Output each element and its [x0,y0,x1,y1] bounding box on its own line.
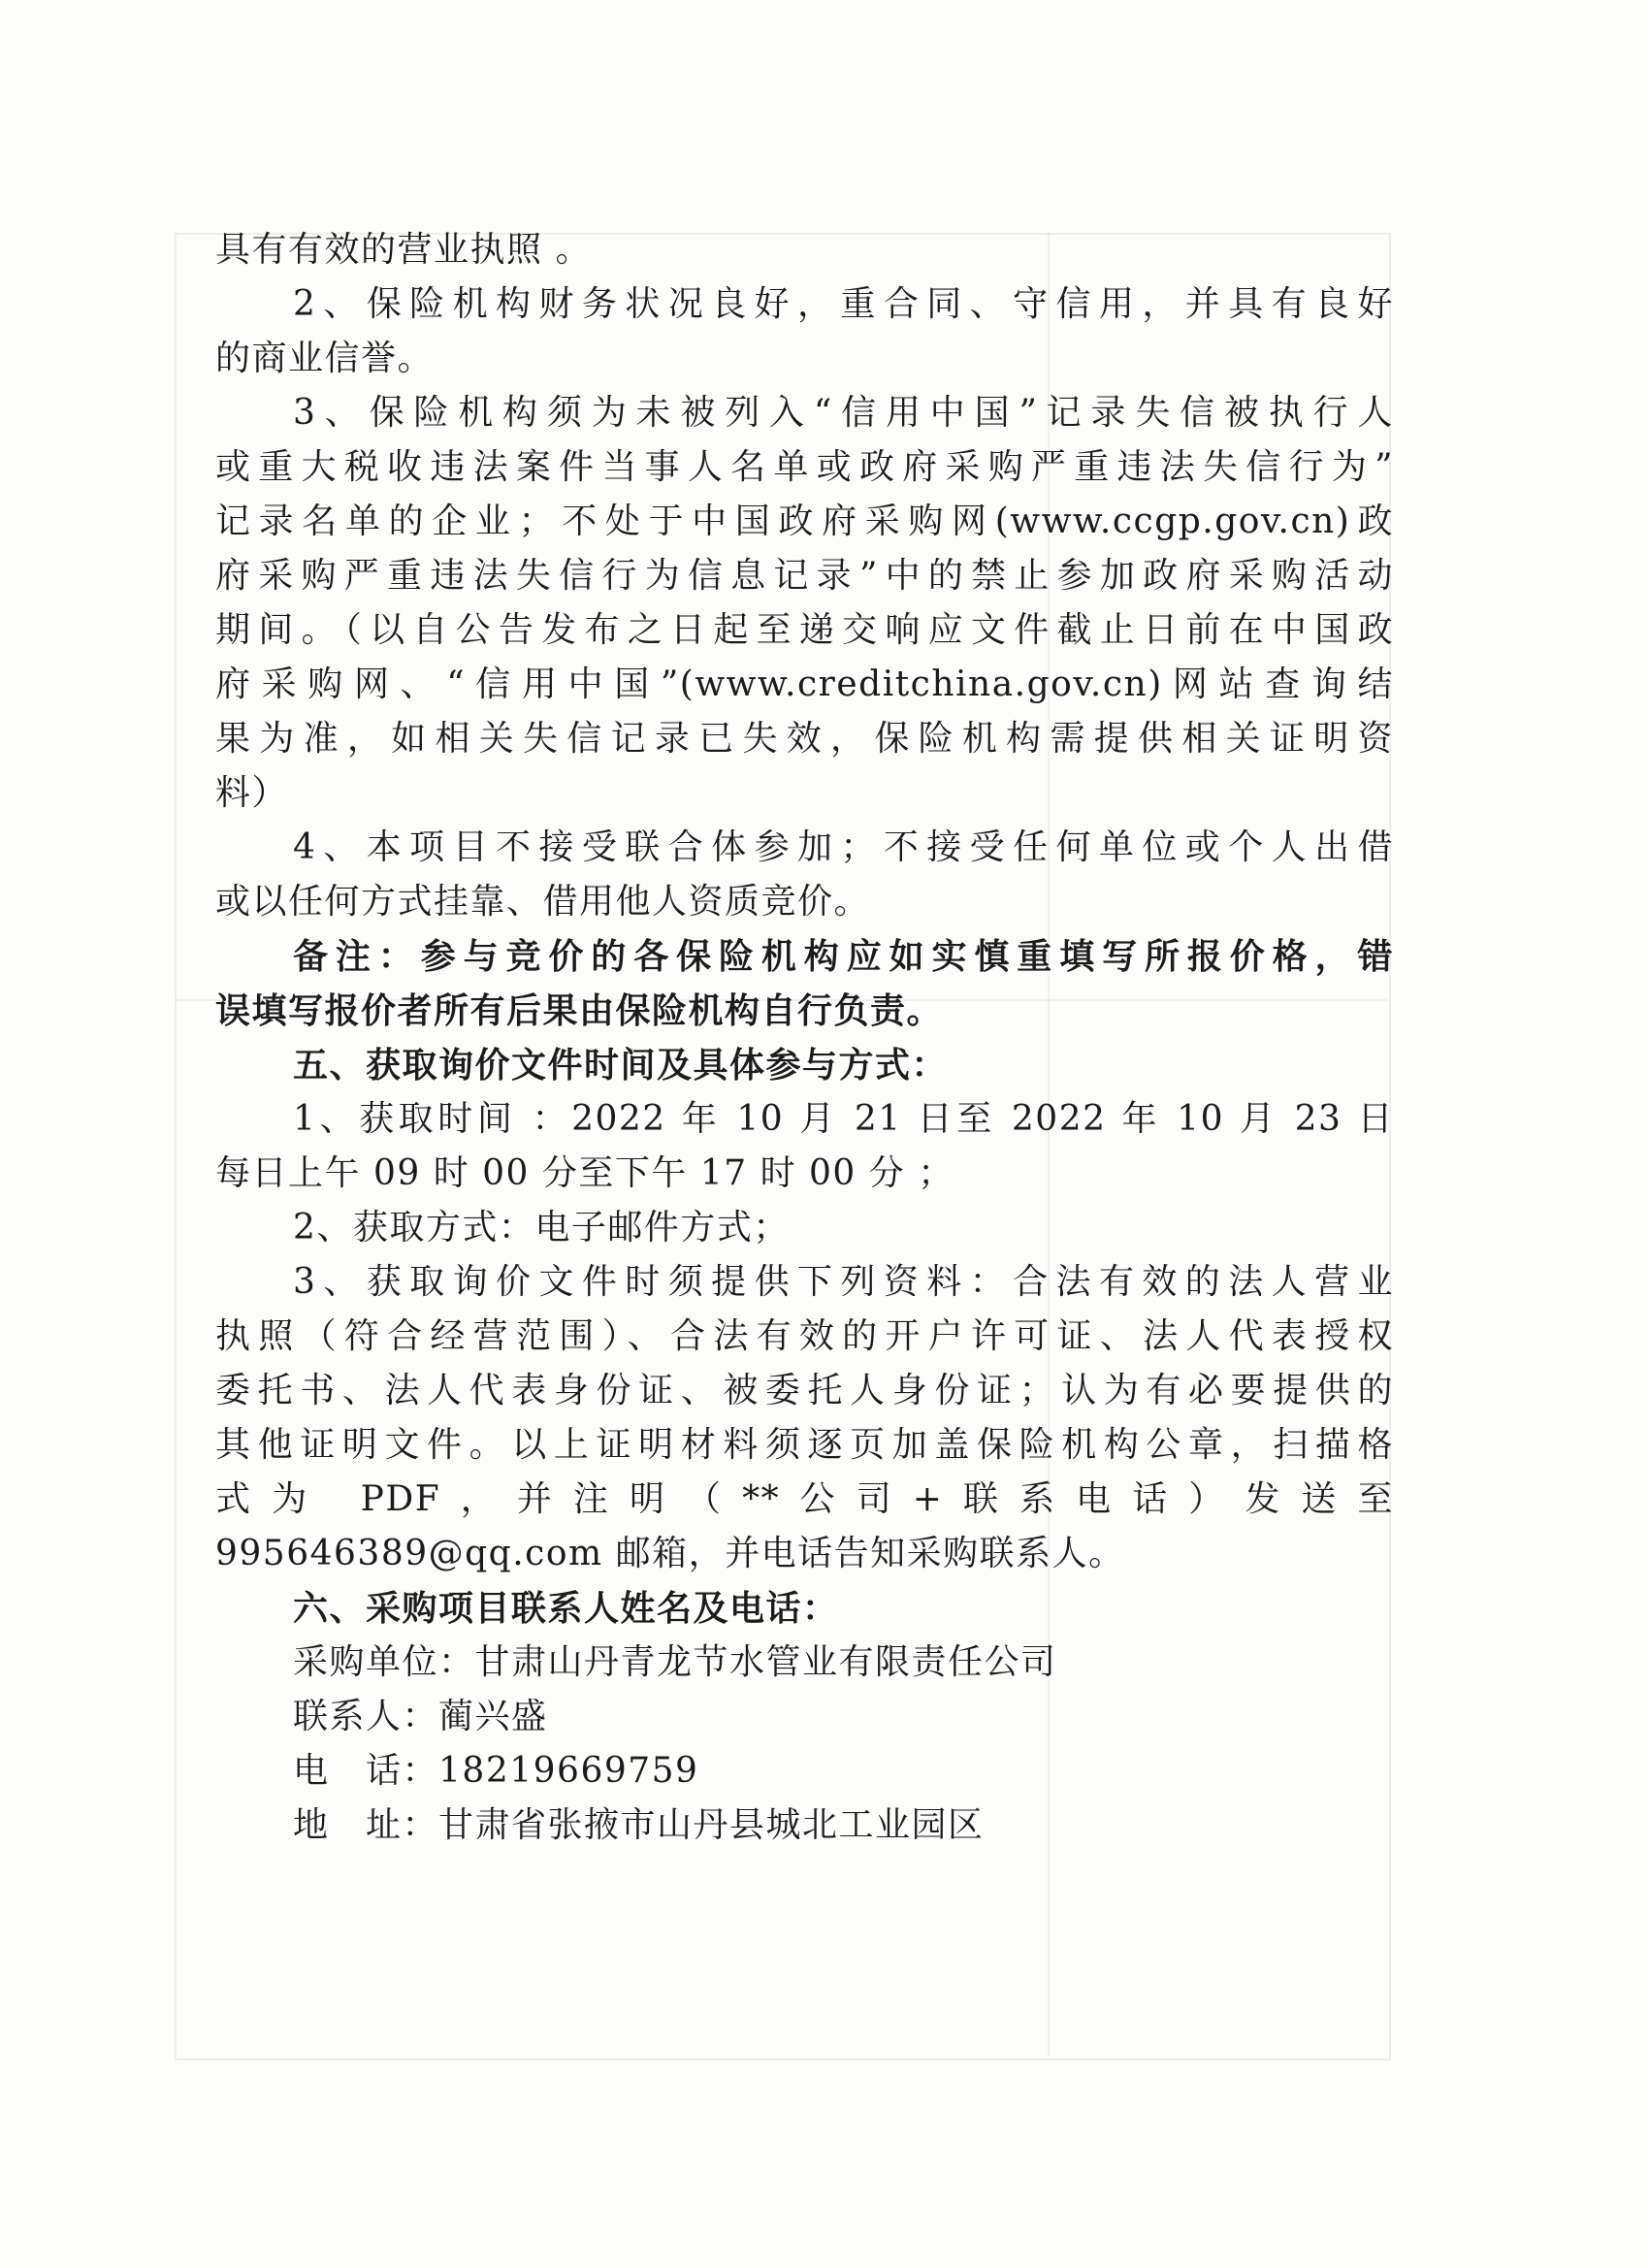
requirement-3-line: 3、保险机构须为未被列入“信用中国”记录失信被执行人 [293,393,1394,433]
contact-unit-row [293,1636,1394,1690]
section-6-heading: 六、采购项目联系人姓名及电话： [293,1588,839,1629]
section-5-heading: 五、获取询价文件时间及具体参与方式： [293,1045,949,1085]
requirement-3-line: 府采购网、“信用中国”(www.creditchina.gov.cn)网站查询结 [215,664,1394,704]
document-body [215,223,1394,1853]
section-5-item-line: 每日上午 09 时 00 分至下午 17 时 00 分 ； [215,1153,954,1193]
contact-phone-value: 18219669759 [438,1751,699,1791]
section-5-item-line: 2、获取方式：电子邮件方式； [293,1208,790,1247]
contact-person-value: 蔺兴盛 [438,1697,548,1736]
requirement-2-line: 2、保险机构财务状况良好，重合同、守信用，并具有良好 [293,284,1394,324]
contact-address-row [293,1798,1394,1853]
contact-unit-label: 采购单位： [293,1642,475,1682]
contact-person-row [293,1690,1394,1744]
section-5-item-line: 3、获取询价文件时须提供下列资料：合法有效的法人营业 [293,1262,1394,1302]
section-5-item-line: 执照（符合经营范围）、合法有效的开户许可证、法人代表授权 [215,1316,1394,1356]
requirement-3-line: 记录名单的企业；不处于中国政府采购网(www.ccgp.gov.cn)政 [215,502,1394,541]
note-line: 误填写报价者所有后果由保险机构自行负责。 [215,990,944,1031]
contact-address-label: 地 址： [293,1805,439,1845]
section-5-item-line: 其他证明文件。以上证明材料须逐页加盖保险机构公章，扫描格 [215,1425,1394,1465]
requirement-3-line: 期间。（以自公告发布之日起至递交响应文件截止日前在中国政 [215,610,1394,650]
paragraph-line: 具有有效的营业执照 。 [215,230,592,270]
requirement-4-line: 或以任何方式挂靠、借用他人资质竞价。 [215,882,871,922]
requirement-3-line: 料） [215,773,289,813]
requirement-3-line: 或重大税收违法案件当事人名单或政府采购严重违法失信行为” [215,447,1394,487]
contact-address-value: 甘肃省张掖市山丹县城北工业园区 [438,1805,985,1845]
contact-person-label: 联系人： [293,1697,439,1736]
requirement-2-line: 的商业信誉。 [215,339,435,378]
requirement-4-line: 4、本项目不接受联合体参加；不接受任何单位或个人出借 [293,827,1394,867]
section-5-item-line: 1、获取时间 ：2022 年 10 月 21 日至 2022 年 10 月 23 日 [293,1099,1394,1139]
contact-block [215,1636,1394,1853]
note-line: 备注：参与竞价的各保险机构应如实慎重填写所报价格，错 [293,936,1394,977]
requirement-3-line: 府采购严重违法失信行为信息记录”中的禁止参加政府采购活动 [215,556,1394,596]
requirement-3-line: 果为准，如相关失信记录已失效，保险机构需提供相关证明资 [215,719,1394,759]
contact-phone-row [293,1744,1394,1798]
contact-phone-label: 电 话： [293,1751,439,1791]
section-5-item-line: 995646389@qq.com 邮箱，并电话告知采购联系人。 [215,1534,1125,1573]
section-5-item-line: 委托书、法人代表身份证、被委托人身份证；认为有必要提供的 [215,1371,1394,1410]
section-5-item-line: 式为 PDF，并注明（**公司+联系电话）发送至 [215,1479,1394,1519]
contact-unit-value: 甘肃山丹青龙节水管业有限责任公司 [474,1642,1057,1682]
